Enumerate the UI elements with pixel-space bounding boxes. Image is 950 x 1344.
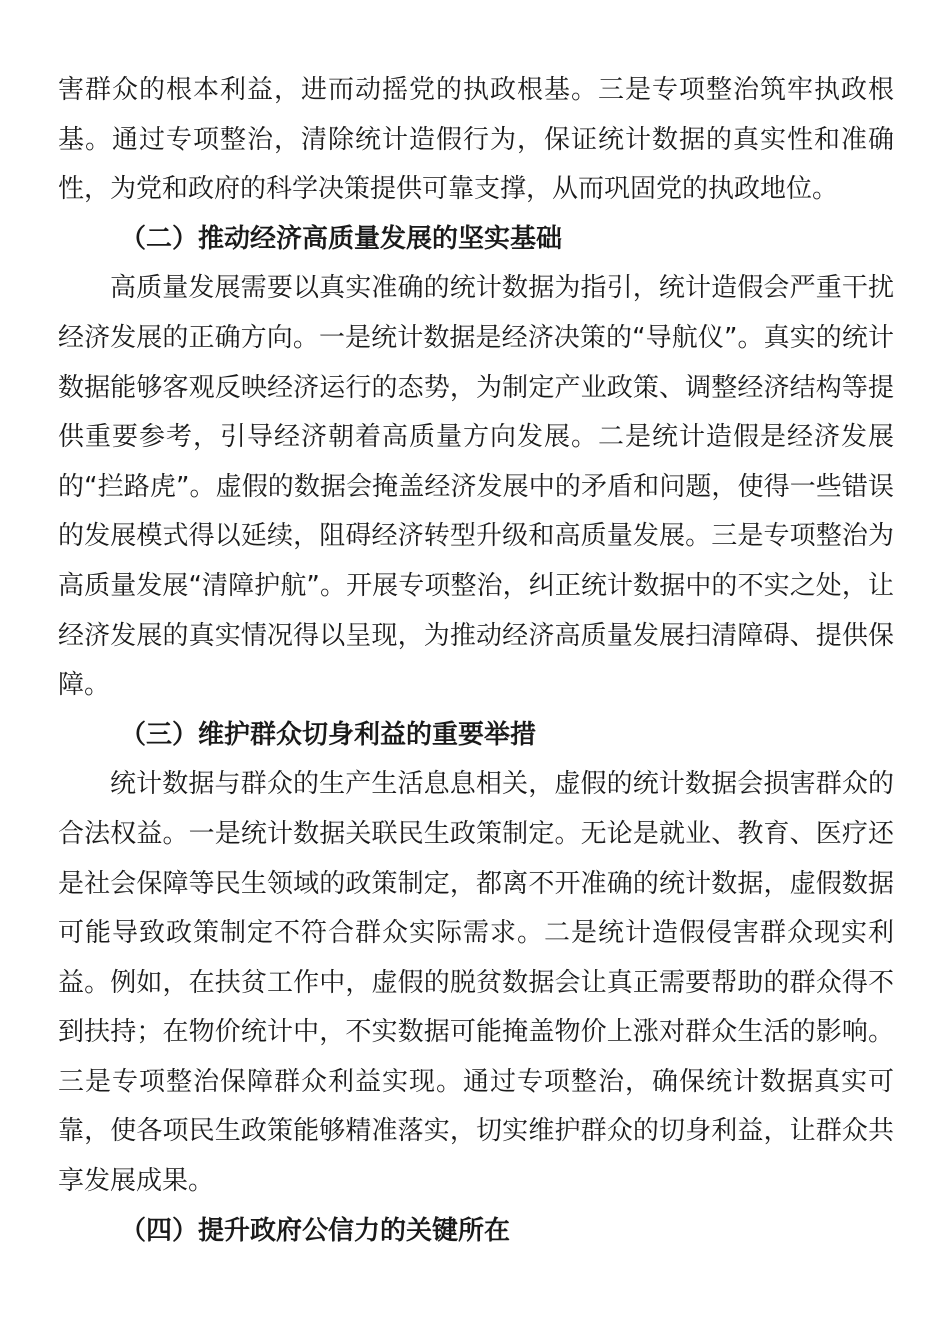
- paragraph-public-interest: 统计数据与群众的生产生活息息相关，虚假的统计数据会损害群众的合法权益。一是统计数据关联民生政策制定。无论是就业、教育、医疗还是社会保障等民生领域的政策制定，都离不开准确的统计数据，虚假数据可能导致政策制定不符合群众实际需求。二是统计造假侵害群众现实利益。例如，在扶贫工作中，虚假的脱贫数据会让真正需要帮助的群众得不到扶持；在物价统计中，不实数据可能掩盖物价上涨对群众生活的影响。三是专项整治保障群众利益实现。通过专项整治，确保统计数据真实可靠，使各项民生政策能够精准落实，切实维护群众的切身利益，让群众共享发展成果。: [58, 769, 894, 1197]
- section-heading-2: （二）推动经济高质量发展的坚实基础: [120, 223, 563, 254]
- section-heading-4: （四）提升政府公信力的关键所在: [120, 1215, 511, 1246]
- section-heading-3: （三）维护群众切身利益的重要举措: [120, 719, 537, 750]
- paragraph-high-quality-development: 高质量发展需要以真实准确的统计数据为指引，统计造假会严重干扰经济发展的正确方向。一是统计数据是经济决策的“导航仪”。真实的统计数据能够客观反映经济运行的态势，为制定产业政策、调整经济结构等提供重要参考，引导经济朝着高质量方向发展。二是统计造假是经济发展的“拦路虎”。虚假的数据会掩盖经济发展中的矛盾和问题，使得一些错误的发展模式得以延续，阻碍经济转型升级和高质量发展。三是专项整治为高质量发展“清障护航”。开展专项整治，纠正统计数据中的不实之处，让经济发展的真实情况得以呈现，为推动经济高质量发展扫清障碍、提供保障。: [58, 273, 894, 701]
- document-page: [58, 66, 894, 1256]
- paragraph-continued: 害群众的根本利益，进而动摇党的执政根基。三是专项整治筑牢执政根基。通过专项整治，清除统计造假行为，保证统计数据的真实性和准确性，为党和政府的科学决策提供可靠支撑，从而巩固党的执政地位。: [58, 75, 894, 205]
